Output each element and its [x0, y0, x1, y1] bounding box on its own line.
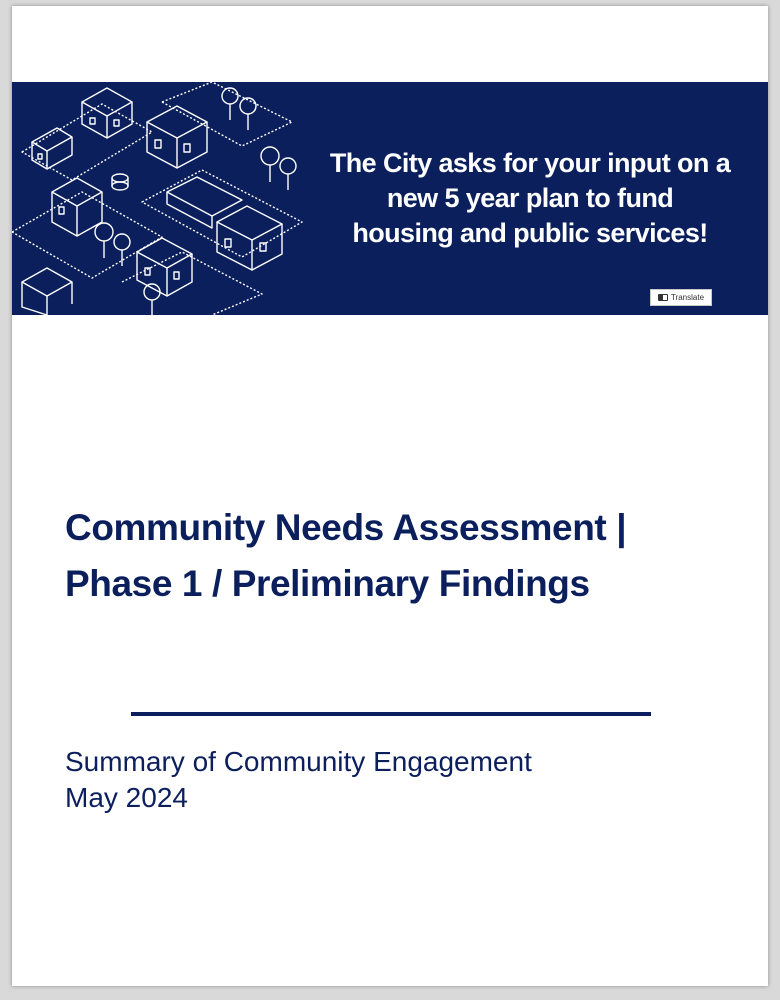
document-title: [65, 500, 755, 612]
publication-date: May 2024: [65, 782, 188, 813]
banner-headline-line: The City asks for your input on a: [329, 148, 731, 178]
document-title-line: Community Needs Assessment |: [65, 507, 627, 548]
banner-headline-line: housing and public services!: [352, 218, 708, 248]
banner-headline: [302, 146, 758, 251]
header-banner: [12, 82, 768, 315]
title-divider: [131, 712, 651, 716]
document-title-line: Phase 1 / Preliminary Findings: [65, 563, 590, 604]
document-page: [12, 6, 768, 986]
translate-button[interactable]: [650, 289, 712, 306]
banner-headline-line: new 5 year plan to fund: [386, 183, 674, 213]
translate-icon: [658, 294, 668, 301]
neighborhood-illustration: [12, 82, 312, 315]
translate-label: Translate: [670, 293, 705, 302]
document-subtitle: [65, 744, 715, 816]
subtitle-line: Summary of Community Engagement: [65, 746, 532, 777]
